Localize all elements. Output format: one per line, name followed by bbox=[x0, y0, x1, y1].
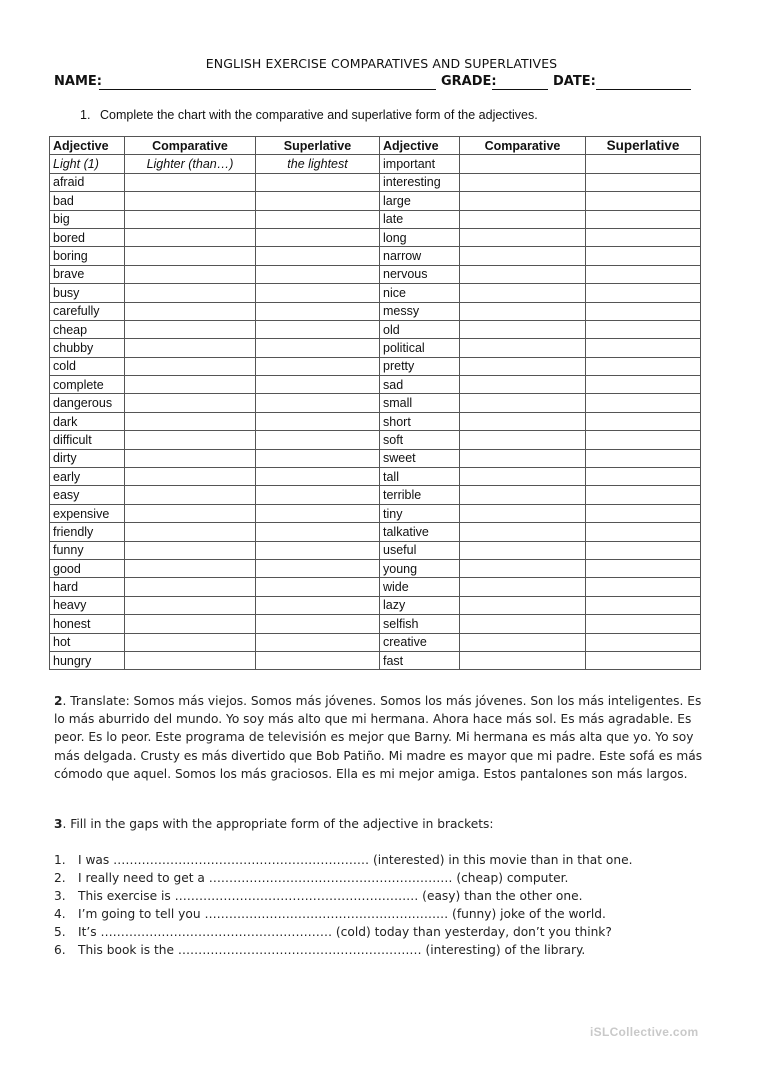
adjective-cell: cheap bbox=[50, 320, 125, 338]
answer-blank[interactable]: …………………………………………………… bbox=[177, 943, 422, 957]
chart-row bbox=[50, 596, 701, 614]
worksheet-title: ENGLISH EXERCISE COMPARATIVES AND SUPERLATIVES bbox=[205, 56, 558, 71]
adjective-cell: long bbox=[380, 228, 460, 246]
superlative-answer-cell[interactable] bbox=[586, 394, 701, 412]
comparative-answer-cell[interactable] bbox=[125, 210, 256, 228]
comparative-answer-cell[interactable] bbox=[460, 210, 586, 228]
section3-number: 3 bbox=[54, 817, 63, 831]
adjective-cell: young bbox=[380, 559, 460, 577]
item-number: 1. bbox=[54, 853, 66, 867]
comparative-answer-cell[interactable] bbox=[125, 431, 256, 449]
adjective-cell: expensive bbox=[50, 504, 125, 522]
superlative-answer-cell[interactable] bbox=[256, 376, 380, 394]
adjective-cell: large bbox=[380, 192, 460, 210]
adjective-cell: wide bbox=[380, 578, 460, 596]
superlative-answer-cell[interactable] bbox=[586, 302, 701, 320]
comparative-answer-cell[interactable] bbox=[125, 596, 256, 614]
superlative-answer-cell[interactable] bbox=[586, 449, 701, 467]
comparative-answer-cell[interactable] bbox=[460, 468, 586, 486]
header-adjective-right: Adjective bbox=[380, 137, 460, 155]
adjective-cell: talkative bbox=[380, 523, 460, 541]
item-text-after: (cold) today than yesterday, don’t you think? bbox=[332, 925, 612, 939]
superlative-answer-cell[interactable] bbox=[586, 376, 701, 394]
comparative-answer-cell[interactable] bbox=[460, 412, 586, 430]
superlative-answer-cell[interactable] bbox=[256, 302, 380, 320]
fill-gap-list bbox=[54, 851, 632, 959]
chart-row bbox=[50, 320, 701, 338]
adjective-cell: tall bbox=[380, 468, 460, 486]
adjective-cell: terrible bbox=[380, 486, 460, 504]
chart-row bbox=[50, 284, 701, 302]
comparative-answer-cell[interactable] bbox=[125, 468, 256, 486]
superlative-answer-cell[interactable] bbox=[586, 523, 701, 541]
item-text-after: (interesting) of the library. bbox=[421, 943, 586, 957]
adjective-cell: difficult bbox=[50, 431, 125, 449]
comparative-answer-cell[interactable] bbox=[460, 615, 586, 633]
chart-row bbox=[50, 192, 701, 210]
chart-row bbox=[50, 559, 701, 577]
comparative-answer-cell[interactable] bbox=[460, 651, 586, 669]
superlative-answer-cell[interactable] bbox=[586, 633, 701, 651]
chart-row bbox=[50, 504, 701, 522]
comparative-answer-cell[interactable] bbox=[460, 302, 586, 320]
section3-text: . Fill in the gaps with the appropriate form of the adjective in brackets: bbox=[62, 817, 494, 831]
comparative-answer-cell[interactable] bbox=[125, 486, 256, 504]
adjective-cell: brave bbox=[50, 265, 125, 283]
item-text-before: This book is the bbox=[78, 943, 178, 957]
gap-item bbox=[54, 887, 632, 905]
student-info-line bbox=[54, 74, 704, 92]
chart-row bbox=[50, 265, 701, 283]
superlative-answer-cell[interactable] bbox=[256, 615, 380, 633]
superlative-answer-cell[interactable] bbox=[586, 486, 701, 504]
section3-instruction bbox=[54, 817, 494, 831]
item-text-after: (interested) in this movie than in that one. bbox=[369, 853, 633, 867]
comparative-answer-cell[interactable] bbox=[125, 541, 256, 559]
superlative-answer-cell[interactable] bbox=[586, 210, 701, 228]
adjective-cell: important bbox=[380, 155, 460, 173]
header-superlative-left: Superlative bbox=[256, 137, 380, 155]
superlative-answer-cell[interactable] bbox=[256, 173, 380, 191]
gap-item bbox=[54, 941, 632, 959]
chart-row bbox=[50, 468, 701, 486]
superlative-answer-cell[interactable] bbox=[586, 559, 701, 577]
comparative-answer-cell[interactable] bbox=[125, 173, 256, 191]
chart-row bbox=[50, 173, 701, 191]
chart-row bbox=[50, 449, 701, 467]
adjective-cell: big bbox=[50, 210, 125, 228]
chart-row bbox=[50, 155, 701, 173]
item-number: 2. bbox=[54, 871, 66, 885]
superlative-answer-cell[interactable] bbox=[256, 651, 380, 669]
comparative-answer-cell[interactable] bbox=[125, 265, 256, 283]
comparative-answer-cell[interactable] bbox=[460, 155, 586, 173]
chart-row bbox=[50, 651, 701, 669]
comparative-answer-cell[interactable] bbox=[125, 284, 256, 302]
superlative-answer-cell[interactable] bbox=[586, 431, 701, 449]
comparative-answer-cell[interactable] bbox=[460, 541, 586, 559]
superlative-answer-cell[interactable] bbox=[256, 265, 380, 283]
superlative-answer-cell[interactable] bbox=[256, 412, 380, 430]
adjective-cell: easy bbox=[50, 486, 125, 504]
comparative-answer-cell[interactable] bbox=[460, 431, 586, 449]
comparative-answer-cell[interactable] bbox=[125, 376, 256, 394]
comparative-answer-cell[interactable] bbox=[125, 394, 256, 412]
chart-row bbox=[50, 228, 701, 246]
superlative-answer-cell[interactable] bbox=[586, 173, 701, 191]
item-number: 5. bbox=[54, 925, 66, 939]
adjective-chart bbox=[49, 136, 701, 670]
comparative-answer-cell[interactable] bbox=[460, 394, 586, 412]
adjective-cell: chubby bbox=[50, 339, 125, 357]
comparative-answer-cell[interactable] bbox=[125, 357, 256, 375]
adjective-cell: afraid bbox=[50, 173, 125, 191]
comparative-answer-cell[interactable] bbox=[125, 559, 256, 577]
superlative-answer-cell[interactable] bbox=[586, 412, 701, 430]
header-comparative-right: Comparative bbox=[460, 137, 586, 155]
chart-row bbox=[50, 486, 701, 504]
section1-instruction bbox=[80, 108, 538, 122]
adjective-cell: dirty bbox=[50, 449, 125, 467]
item-number: 4. bbox=[54, 907, 66, 921]
section2-number: 2 bbox=[54, 694, 63, 708]
item-text-before: I was bbox=[78, 853, 114, 867]
superlative-answer-cell[interactable] bbox=[586, 192, 701, 210]
chart-row bbox=[50, 633, 701, 651]
comparative-answer-cell[interactable] bbox=[460, 559, 586, 577]
comparative-answer-cell[interactable] bbox=[125, 320, 256, 338]
adjective-cell: late bbox=[380, 210, 460, 228]
comparative-answer-cell[interactable] bbox=[460, 376, 586, 394]
date-label: DATE: bbox=[553, 74, 596, 89]
watermark-logo: iSLCollective.com bbox=[590, 1025, 699, 1039]
chart-header-row bbox=[50, 137, 701, 155]
adjective-cell: interesting bbox=[380, 173, 460, 191]
superlative-answer-cell[interactable] bbox=[586, 504, 701, 522]
chart-row bbox=[50, 210, 701, 228]
answer-blank[interactable]: ………………………………………………… bbox=[100, 925, 333, 939]
superlative-answer-cell[interactable] bbox=[586, 596, 701, 614]
adjective-cell: narrow bbox=[380, 247, 460, 265]
superlative-answer-cell[interactable] bbox=[586, 615, 701, 633]
adjective-cell: heavy bbox=[50, 596, 125, 614]
chart-row bbox=[50, 412, 701, 430]
chart-row bbox=[50, 339, 701, 357]
section2-translate bbox=[54, 692, 714, 783]
adjective-cell: carefully bbox=[50, 302, 125, 320]
adjective-cell: funny bbox=[50, 541, 125, 559]
superlative-answer-cell[interactable] bbox=[586, 265, 701, 283]
section1-number: 1. bbox=[80, 108, 91, 122]
name-blank[interactable] bbox=[99, 89, 436, 90]
chart-row bbox=[50, 615, 701, 633]
comparative-answer-cell[interactable] bbox=[125, 615, 256, 633]
comparative-answer-cell[interactable] bbox=[460, 633, 586, 651]
superlative-answer-cell[interactable] bbox=[256, 633, 380, 651]
adjective-cell: sweet bbox=[380, 449, 460, 467]
superlative-answer-cell[interactable] bbox=[256, 596, 380, 614]
answer-blank[interactable]: …………………………………………………… bbox=[208, 871, 453, 885]
item-number: 3. bbox=[54, 889, 66, 903]
section1-text: Complete the chart with the comparative and superlative form of the adjectives. bbox=[100, 108, 538, 122]
comparative-answer-cell[interactable] bbox=[125, 504, 256, 522]
answer-blank[interactable]: …………………………………………………… bbox=[204, 907, 449, 921]
superlative-answer-cell[interactable] bbox=[256, 210, 380, 228]
superlative-answer-cell[interactable] bbox=[256, 339, 380, 357]
item-text-before: This exercise is bbox=[78, 889, 175, 903]
adjective-cell: sad bbox=[380, 376, 460, 394]
comparative-answer-cell[interactable] bbox=[460, 284, 586, 302]
adjective-cell: small bbox=[380, 394, 460, 412]
superlative-answer-cell[interactable] bbox=[586, 247, 701, 265]
comparative-answer-cell[interactable] bbox=[125, 412, 256, 430]
header-adjective-left: Adjective bbox=[50, 137, 125, 155]
item-text-after: (funny) joke of the world. bbox=[448, 907, 606, 921]
example-superlative: the lightest bbox=[256, 155, 380, 173]
comparative-answer-cell[interactable] bbox=[460, 596, 586, 614]
comparative-answer-cell[interactable] bbox=[460, 247, 586, 265]
adjective-cell: nervous bbox=[380, 265, 460, 283]
comparative-answer-cell[interactable] bbox=[460, 192, 586, 210]
comparative-answer-cell[interactable] bbox=[460, 228, 586, 246]
comparative-answer-cell[interactable] bbox=[125, 578, 256, 596]
header-superlative-right: Superlative bbox=[586, 137, 701, 155]
adjective-cell: old bbox=[380, 320, 460, 338]
section2-label: . Translate: bbox=[62, 694, 130, 708]
superlative-answer-cell[interactable] bbox=[256, 247, 380, 265]
superlative-answer-cell[interactable] bbox=[256, 578, 380, 596]
chart-row bbox=[50, 394, 701, 412]
comparative-answer-cell[interactable] bbox=[460, 486, 586, 504]
gap-item bbox=[54, 851, 632, 869]
item-number: 6. bbox=[54, 943, 66, 957]
superlative-answer-cell[interactable] bbox=[586, 284, 701, 302]
date-blank[interactable] bbox=[596, 89, 691, 90]
adjective-cell: dark bbox=[50, 412, 125, 430]
comparative-answer-cell[interactable] bbox=[125, 633, 256, 651]
superlative-answer-cell[interactable] bbox=[586, 651, 701, 669]
superlative-answer-cell[interactable] bbox=[256, 468, 380, 486]
comparative-answer-cell[interactable] bbox=[460, 173, 586, 191]
comparative-answer-cell[interactable] bbox=[460, 578, 586, 596]
comparative-answer-cell[interactable] bbox=[125, 228, 256, 246]
item-text-before: I really need to get a bbox=[78, 871, 209, 885]
comparative-answer-cell[interactable] bbox=[460, 320, 586, 338]
adjective-cell: early bbox=[50, 468, 125, 486]
comparative-answer-cell[interactable] bbox=[125, 651, 256, 669]
comparative-answer-cell[interactable] bbox=[460, 504, 586, 522]
answer-blank[interactable]: ……………………………………………………… bbox=[113, 853, 370, 867]
superlative-answer-cell[interactable] bbox=[256, 192, 380, 210]
section2-text: Somos más viejos. Somos más jóvenes. Somos los más jóvenes. Son los más inteligentes. Es lo más aburrido del mundo. Yo soy más alto que mi hermana. Ahora hace más sol. Es más agradable. Es peor. Es lo peor. Este programa de televisión es mejor que Barny. Mi hermana es más alta que yo. Yo soy más delgada. Crusty es más divertido que Bob Patiño. Mi madre es mayor que mi padre. Este sofá es más cómodo que aquel. Somos los más graciosos. Ella es mi mejor amiga. Estos pantalones son más largos. bbox=[54, 694, 703, 781]
adjective-cell: soft bbox=[380, 431, 460, 449]
comparative-answer-cell[interactable] bbox=[125, 247, 256, 265]
item-text-before: It’s bbox=[78, 925, 101, 939]
comparative-answer-cell[interactable] bbox=[125, 523, 256, 541]
superlative-answer-cell[interactable] bbox=[256, 284, 380, 302]
adjective-cell: political bbox=[380, 339, 460, 357]
superlative-answer-cell[interactable] bbox=[586, 320, 701, 338]
chart-row bbox=[50, 523, 701, 541]
superlative-answer-cell[interactable] bbox=[256, 357, 380, 375]
comparative-answer-cell[interactable] bbox=[125, 449, 256, 467]
adjective-cell: creative bbox=[380, 633, 460, 651]
example-comparative: Lighter (than…) bbox=[125, 155, 256, 173]
adjective-cell: lazy bbox=[380, 596, 460, 614]
grade-blank[interactable] bbox=[492, 89, 548, 90]
adjective-cell: bored bbox=[50, 228, 125, 246]
adjective-cell: nice bbox=[380, 284, 460, 302]
superlative-answer-cell[interactable] bbox=[586, 578, 701, 596]
adjective-cell: friendly bbox=[50, 523, 125, 541]
adjective-cell: busy bbox=[50, 284, 125, 302]
adjective-cell: short bbox=[380, 412, 460, 430]
item-text-before: I’m going to tell you bbox=[78, 907, 205, 921]
adjective-cell: tiny bbox=[380, 504, 460, 522]
adjective-cell: hard bbox=[50, 578, 125, 596]
superlative-answer-cell[interactable] bbox=[256, 504, 380, 522]
adjective-cell: bad bbox=[50, 192, 125, 210]
example-adjective: Light (1) bbox=[50, 155, 125, 173]
superlative-answer-cell[interactable] bbox=[586, 339, 701, 357]
superlative-answer-cell[interactable] bbox=[586, 228, 701, 246]
comparative-answer-cell[interactable] bbox=[125, 302, 256, 320]
superlative-answer-cell[interactable] bbox=[586, 468, 701, 486]
superlative-answer-cell[interactable] bbox=[256, 559, 380, 577]
superlative-answer-cell[interactable] bbox=[256, 486, 380, 504]
adjective-cell: useful bbox=[380, 541, 460, 559]
chart-row bbox=[50, 541, 701, 559]
adjective-cell: boring bbox=[50, 247, 125, 265]
chart-row bbox=[50, 578, 701, 596]
answer-blank[interactable]: …………………………………………………… bbox=[174, 889, 419, 903]
item-text-after: (easy) than the other one. bbox=[418, 889, 583, 903]
adjective-cell: pretty bbox=[380, 357, 460, 375]
adjective-cell: hot bbox=[50, 633, 125, 651]
gap-item bbox=[54, 923, 632, 941]
adjective-cell: good bbox=[50, 559, 125, 577]
comparative-answer-cell[interactable] bbox=[460, 449, 586, 467]
comparative-answer-cell[interactable] bbox=[125, 192, 256, 210]
adjective-cell: messy bbox=[380, 302, 460, 320]
superlative-answer-cell[interactable] bbox=[586, 155, 701, 173]
superlative-answer-cell[interactable] bbox=[586, 541, 701, 559]
superlative-answer-cell[interactable] bbox=[256, 431, 380, 449]
adjective-cell: selfish bbox=[380, 615, 460, 633]
superlative-answer-cell[interactable] bbox=[256, 228, 380, 246]
comparative-answer-cell[interactable] bbox=[460, 339, 586, 357]
chart-row bbox=[50, 357, 701, 375]
gap-item bbox=[54, 905, 632, 923]
superlative-answer-cell[interactable] bbox=[256, 541, 380, 559]
chart-row bbox=[50, 247, 701, 265]
comparative-answer-cell[interactable] bbox=[460, 523, 586, 541]
comparative-answer-cell[interactable] bbox=[460, 265, 586, 283]
adjective-cell: hungry bbox=[50, 651, 125, 669]
adjective-cell: cold bbox=[50, 357, 125, 375]
comparative-answer-cell[interactable] bbox=[460, 357, 586, 375]
superlative-answer-cell[interactable] bbox=[256, 523, 380, 541]
chart-row bbox=[50, 376, 701, 394]
superlative-answer-cell[interactable] bbox=[256, 320, 380, 338]
gap-item bbox=[54, 869, 632, 887]
adjective-cell: honest bbox=[50, 615, 125, 633]
chart-row bbox=[50, 302, 701, 320]
superlative-answer-cell[interactable] bbox=[586, 357, 701, 375]
item-text-after: (cheap) computer. bbox=[452, 871, 569, 885]
superlative-answer-cell[interactable] bbox=[256, 449, 380, 467]
adjective-cell: fast bbox=[380, 651, 460, 669]
adjective-cell: dangerous bbox=[50, 394, 125, 412]
adjective-cell: complete bbox=[50, 376, 125, 394]
name-label: NAME: bbox=[54, 74, 102, 89]
chart-row bbox=[50, 431, 701, 449]
header-comparative-left: Comparative bbox=[125, 137, 256, 155]
comparative-answer-cell[interactable] bbox=[125, 339, 256, 357]
superlative-answer-cell[interactable] bbox=[256, 394, 380, 412]
grade-label: GRADE: bbox=[441, 74, 497, 89]
